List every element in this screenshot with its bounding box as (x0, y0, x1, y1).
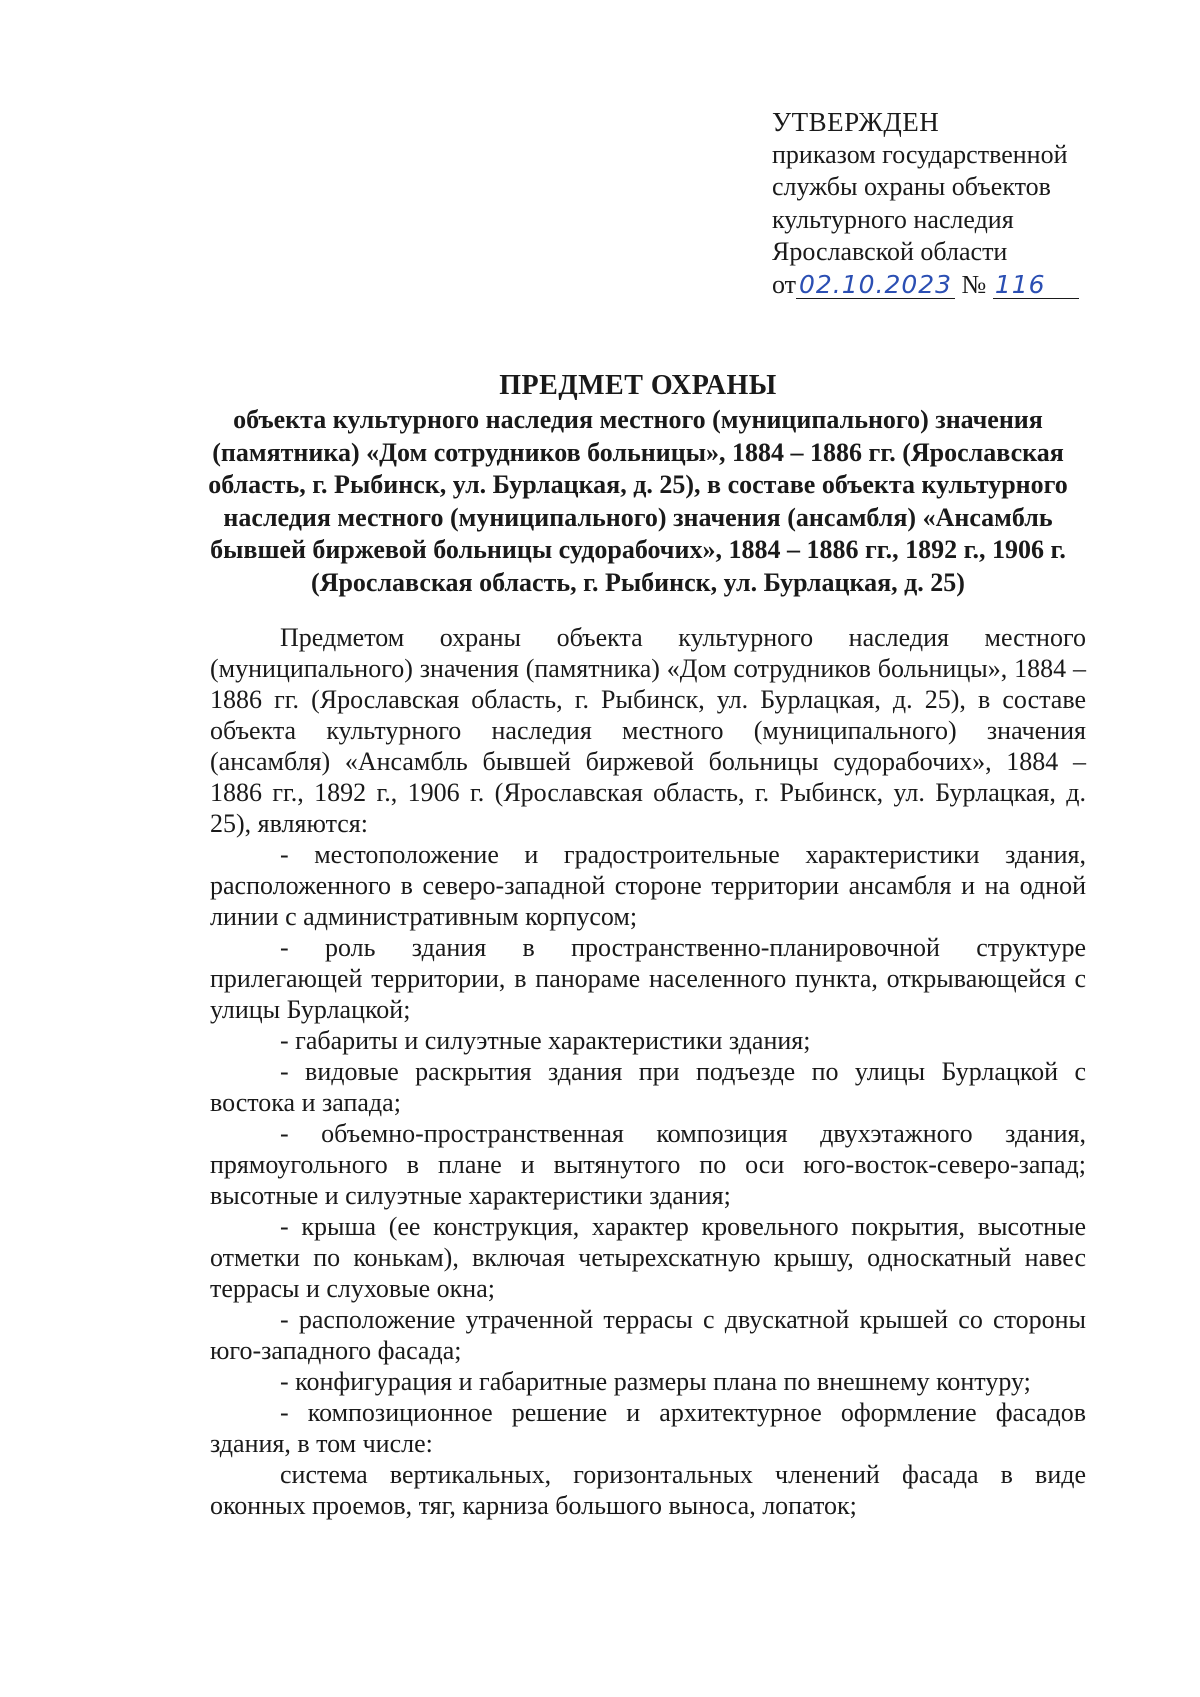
list-item: система вертикальных, горизонтальных членений фасада в виде оконных проемов, тяг, карниза большого выноса, лопаток; (210, 1460, 1086, 1520)
approval-line: приказом государственной (772, 139, 1068, 169)
list-item: - объемно-пространственная композиция двухэтажного здания, прямоугольного в плане и вытянутого по оси юго-восток-северо-запад; высотные и силуэтные характеристики здания; (210, 1119, 1086, 1210)
list-item: - роль здания в пространственно-планировочной структуре прилегающей территории, в панораме населенного пункта, открывающейся с улицы Бурлацкой; (210, 933, 1086, 1024)
approval-date-line (772, 269, 1112, 302)
approval-stamp (772, 106, 1112, 301)
handwritten-number: 116 (993, 272, 1079, 299)
document-body (210, 622, 1086, 1521)
list-item: - крыша (ее конструкция, характер кровельного покрытия, высотные отметки по конькам), включая четырехскатную крышу, односкатный навес террасы и слуховые окна; (210, 1212, 1086, 1303)
number-sign: № (961, 269, 987, 299)
list-item: - местоположение и градостроительные характеристики здания, расположенного в северо-западной стороне территории ансамбля и на одной линии с административным корпусом; (210, 840, 1086, 931)
list-item: - расположение утраченной террасы с двускатной крышей со стороны юго-западного фасада; (210, 1305, 1086, 1365)
list-item: - композиционное решение и архитектурное оформление фасадов здания, в том числе: (210, 1398, 1086, 1458)
document-subtitle: объекта культурного наследия местного (муниципального) значения (памятника) «Дом сотрудников больницы», 1884 – 1886 гг. (Ярославская область, г. Рыбинск, ул. Бурлацкая, д. 25), в составе объекта культурного наследия местного (муниципального) значения (ансамбля) «Ансамбль бывшей биржевой больницы судорабочих», 1884 – 1886 гг., 1892 г., 1906 г. (Ярославская область, г. Рыбинск, ул. Бурлацкая, д. 25) (208, 405, 1068, 597)
handwritten-date: 02.10.2023 (796, 272, 955, 299)
intro-paragraph: Предметом охраны объекта культурного наследия местного (муниципального) значения (памятника) «Дом сотрудников больницы», 1884 – 1886 гг. (Ярославская область, г. Рыбинск, ул. Бурлацкая, д. 25), в составе объекта культурного наследия местного (муниципального) значения (ансамбля) «Ансамбль бывшей биржевой больницы судорабочих», 1884 – 1886 гг., 1892 г., 1906 г. (Ярославская область, г. Рыбинск, ул. Бурлацкая, д. 25), являются: (210, 623, 1086, 838)
approval-line: Ярославской области (772, 237, 1008, 266)
list-item: - конфигурация и габаритные размеры плана по внешнему контуру; (280, 1367, 1031, 1396)
approval-heading: УТВЕРЖДЕН (772, 107, 940, 137)
approval-line: культурного наследия (772, 204, 1014, 234)
approval-line: службы охраны объектов (772, 172, 1051, 201)
document-title-block (196, 368, 1080, 599)
list-item: - видовые раскрытия здания при подъезде по улицы Бурлацкой с востока и запада; (210, 1057, 1086, 1117)
date-prefix: от (772, 269, 797, 299)
document-title: ПРЕДМЕТ ОХРАНЫ (499, 370, 777, 401)
list-item: - габариты и силуэтные характеристики здания; (280, 1026, 811, 1055)
